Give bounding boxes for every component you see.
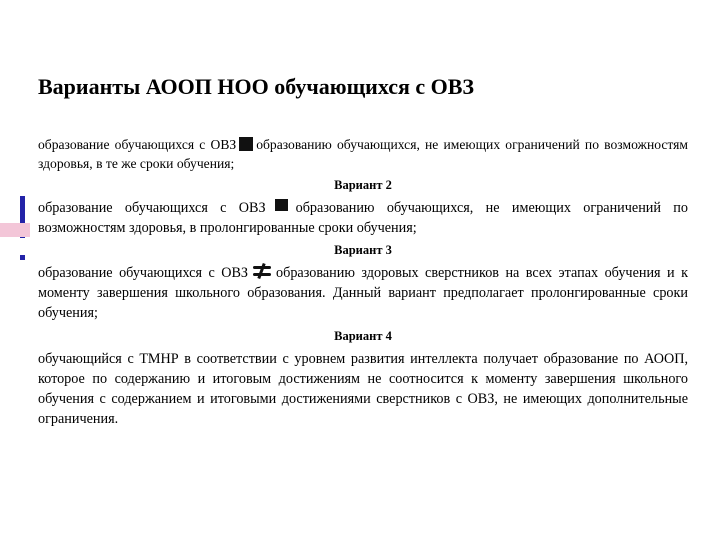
variant-3-label: Вариант 3	[334, 243, 392, 257]
variant-4-paragraph: обучающийся с ТМНР в соответствии с уровнем развития интеллекта получает образование по АООП, которое по содержанию и итоговым достижениям не соотносится к моменту завершения школьного обучения с содержанием и итоговыми достижениями сверстников с ОВЗ, не имеющих дополнительные ограничения.	[38, 351, 688, 427]
variant-1-text-before: образование обучающихся с ОВЗ	[38, 137, 237, 152]
variant-3-paragraph	[38, 263, 688, 323]
not-equal-icon	[251, 263, 273, 279]
variant-2-text-after: образованию обучающихся, не имеющих ограничений по возможностям здоровья, в пролонгированные сроки обучения;	[38, 200, 688, 236]
decorative-bullets	[0, 193, 32, 273]
variant-2-label: Вариант 2	[334, 178, 392, 192]
variant-1-paragraph	[38, 135, 688, 173]
comparable-block-icon	[269, 201, 293, 214]
equivalent-block-icon	[239, 137, 253, 151]
page-title: Варианты АООП НОО обучающихся с ОВЗ	[38, 74, 475, 99]
variant-1-text-after: образованию обучающихся, не имеющих ограничений по возможностям здоровья, в те же сроки обучения;	[38, 137, 688, 171]
variant-4-label: Вариант 4	[334, 329, 392, 343]
variant-3-text-before: образование обучающихся с ОВЗ	[38, 265, 249, 281]
variant-2-text-before: образование обучающихся с ОВЗ	[38, 200, 266, 216]
variant-2-paragraph	[38, 198, 688, 238]
pink-block-decoration	[0, 223, 30, 237]
variant-3-text-after: образованию здоровых сверстников на всех этапах обучения и к моменту завершения школьного образования. Данный вариант предполагает пролонгированные сроки обучения;	[38, 265, 688, 321]
bullet-square-icon	[20, 255, 25, 260]
